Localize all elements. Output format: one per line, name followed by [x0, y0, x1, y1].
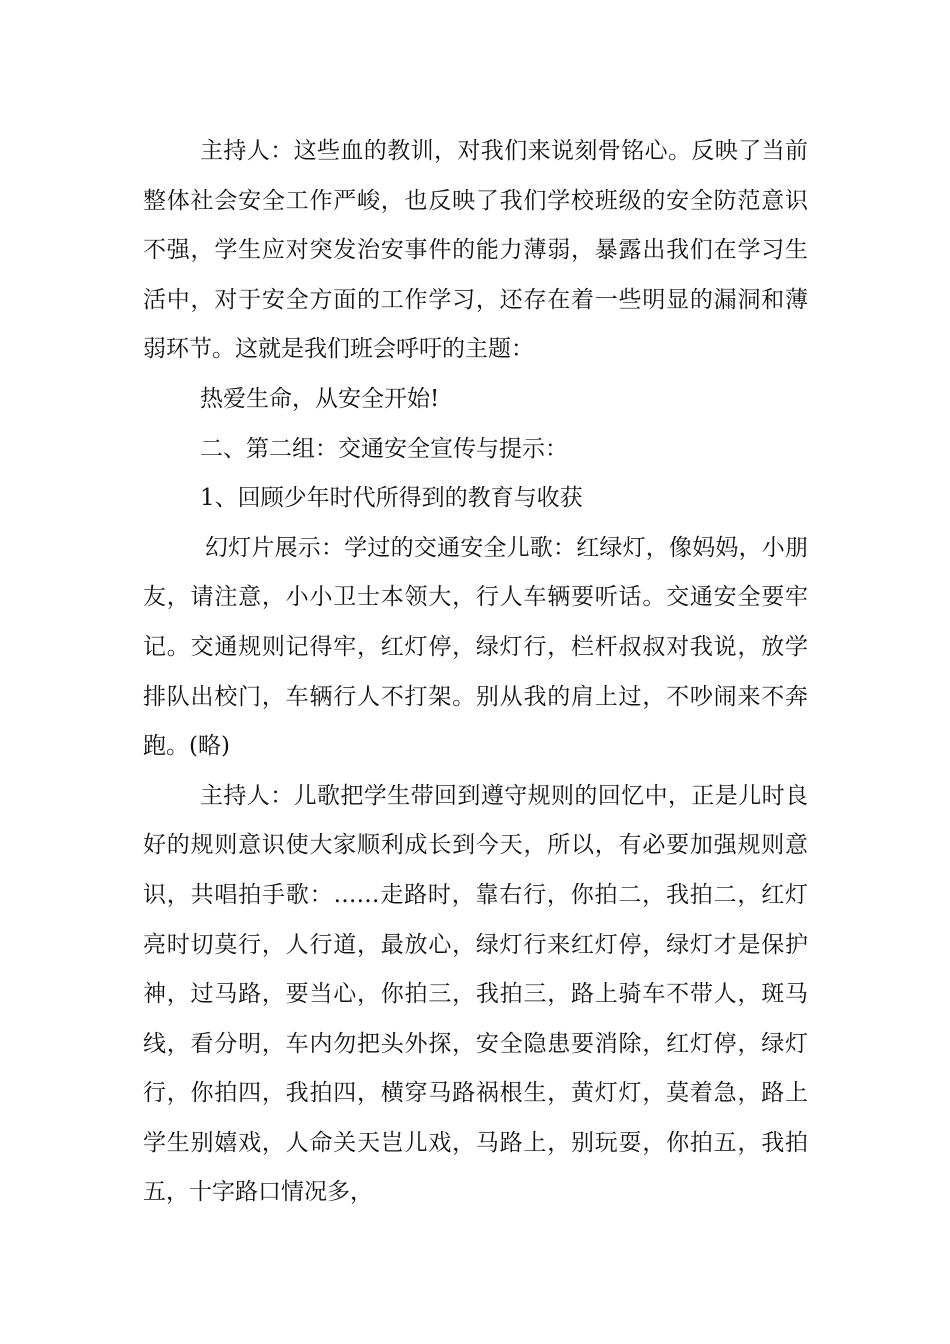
paragraph-host-song: 主持人：儿歌把学生带回到遵守规则的回忆中，正是儿时良好的规则意识使大家顺利成长到今天，所以，有必要加强规则意识，共唱拍手歌：……走路时，靠右行，你拍二，我拍二，红灯亮时切莫行，人行道，最放心，绿灯行来红灯停，绿灯才是保护神，过马路，要当心，你拍三，我拍三，路上骑车不带人，斑马线，看分明，车内勿把头外探，安全隐患要消除，红灯停，绿灯行，你拍四，我拍四，横穿马路祸根生，黄灯灯，莫着急，路上学生别嬉戏，人命关天岂儿戏，马路上，别玩耍，你拍五，我拍五，十字路口情况多， — [143, 782, 808, 1206]
paragraph-slideshow: 幻灯片展示：学过的交通安全儿歌：红绿灯，像妈妈，小朋友，请注意，小小卫士本领大，行人车辆要听话。交通安全要牢记。交通规则记得牢，红灯停，绿灯行，栏杆叔叔对我说，放学排队出校门，车辆行人不打架。别从我的肩上过，不吵闹来不奔跑。(略) — [143, 534, 808, 760]
subsection-heading-review: 1、回顾少年时代所得到的教育与收获 — [200, 485, 583, 512]
paragraph-theme: 热爱生命，从安全开始! — [200, 385, 440, 412]
section-heading-group-two: 二、第二组：交通安全宣传与提示： — [200, 435, 568, 462]
document-body — [143, 127, 808, 1218]
paragraph-host-lessons: 主持人：这些血的教训，对我们来说刻骨铭心。反映了当前整体社会安全工作严峻，也反映了我们学校班级的安全防范意识不强，学生应对突发治安事件的能力薄弱，暴露出我们在学习生活中，对于安全方面的工作学习，还存在着一些明显的漏洞和薄弱环节。这就是我们班会呼吁的主题： — [143, 138, 808, 363]
